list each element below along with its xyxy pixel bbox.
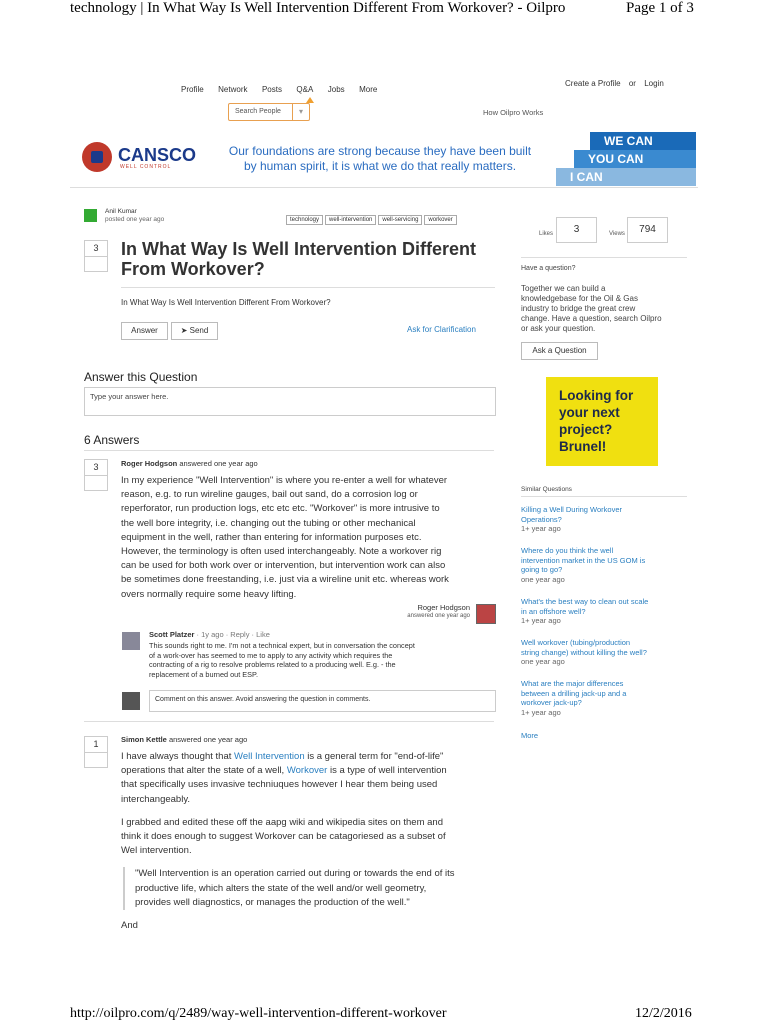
- comment-input[interactable]: [149, 690, 496, 712]
- divider: [84, 721, 494, 722]
- answer2-line: Wel intervention.: [121, 845, 192, 857]
- avatar[interactable]: [476, 604, 496, 624]
- have-question-heading: Have a question?: [521, 265, 576, 272]
- likes-label: Likes: [539, 231, 554, 237]
- similar-q-time: 1+ year ago: [521, 616, 561, 626]
- workover-link[interactable]: Workover: [286, 765, 328, 777]
- answer1-author[interactable]: Roger Hodgson: [121, 459, 178, 468]
- similar-question-3[interactable]: [521, 597, 691, 625]
- sidebar-text: [521, 284, 691, 334]
- similar-questions-heading: Similar Questions: [521, 486, 572, 493]
- answers-heading: 6 Answers: [84, 433, 140, 447]
- answer-textarea[interactable]: [84, 387, 496, 416]
- answer-placeholder: Type your answer here.: [90, 392, 169, 401]
- question-vote-box[interactable]: [84, 240, 108, 272]
- quote-line: provides well diagnostics, or manages the production of the well.": [135, 896, 410, 908]
- similar-q-line[interactable]: Where do you think the well: [521, 546, 614, 555]
- comment-line: replacement of a burned out ESP.: [149, 669, 258, 679]
- more-similar-link[interactable]: More: [521, 731, 539, 740]
- divider: [521, 257, 687, 258]
- similar-q-line[interactable]: What's the best way to clean out scale: [521, 597, 649, 606]
- answer2-vote-box[interactable]: [84, 736, 108, 768]
- text: I have always thought that: [121, 751, 235, 762]
- similar-q-line[interactable]: Well workover (tubing/production: [521, 638, 631, 647]
- comment-header: [149, 630, 270, 639]
- views-count: 794: [627, 217, 668, 243]
- answer2-line: [121, 750, 501, 764]
- nav-posts[interactable]: Posts: [261, 85, 282, 94]
- answer1-signature-name[interactable]: Roger Hodgson: [417, 603, 470, 612]
- print-footer-url: http://oilpro.com/q/2489/way-well-intervention-different-workover: [70, 1006, 447, 1021]
- answer2-line: [121, 764, 501, 778]
- print-header-title: technology | In What Way Is Well Intervention Different From Workover? - Oilpro: [70, 0, 566, 16]
- sidebar-text-line: Together we can build a: [521, 284, 606, 293]
- comment-line: This sounds right to me. I'm not a technical expert, but in conversation the concept: [149, 641, 415, 650]
- views-label: Views: [609, 231, 625, 237]
- sidebar-text-line: change. Have a question, search Oilpro: [521, 314, 662, 323]
- create-profile-link[interactable]: Create a Profile: [565, 79, 621, 88]
- similar-question-5[interactable]: [521, 679, 691, 717]
- similar-question-1[interactable]: [521, 505, 691, 533]
- quote-line: "Well Intervention is an operation carried out during or towards the end of its: [135, 868, 455, 880]
- answer1-line: overs normally require some heavy lifting.: [121, 588, 297, 600]
- comment-line: contracting of a rig to resolve problems related to a producing well. E.g. - the: [149, 660, 396, 670]
- tag-well-servicing[interactable]: well-servicing: [378, 215, 422, 225]
- banner-you-can: YOU CAN: [574, 150, 696, 168]
- similar-question-2[interactable]: [521, 546, 691, 584]
- tag-technology[interactable]: technology: [286, 215, 323, 225]
- similar-q-time: one year ago: [521, 574, 565, 584]
- answer2-line: interchangeably.: [121, 793, 191, 805]
- how-oilpro-works-link[interactable]: How Oilpro Works: [483, 108, 544, 117]
- search-placeholder: Search People: [235, 108, 281, 115]
- answer1-line: reperforator, run production logs, etc etc etc. "Workover" is more intrusive to: [121, 503, 440, 515]
- avatar[interactable]: [84, 209, 97, 222]
- divider: [121, 287, 495, 288]
- nav-profile[interactable]: Profile: [181, 85, 204, 94]
- answer2-when: answered one year ago: [168, 735, 248, 744]
- comment-line: of a work-over has seemed to me to apply to any activity which requires the: [149, 650, 393, 660]
- tag-well-intervention[interactable]: well-intervention: [325, 215, 376, 225]
- ask-question-button[interactable]: Ask a Question: [521, 342, 598, 360]
- answer1-when: answered one year ago: [179, 459, 258, 468]
- similar-q-line[interactable]: in an offshore well?: [521, 606, 586, 616]
- question-author[interactable]: Anil Kumar: [105, 208, 137, 215]
- similar-q-line[interactable]: intervention market in the US GOM is: [521, 555, 646, 565]
- answer2-body: [121, 750, 501, 933]
- banner-slogan-line2: by human spirit, it is what we do that really matters.: [243, 159, 517, 173]
- question-tags: [284, 208, 457, 226]
- nav-more[interactable]: More: [359, 85, 378, 94]
- similar-q-line[interactable]: Operations?: [521, 514, 562, 524]
- likes-count[interactable]: 3: [556, 217, 597, 243]
- similar-q-line[interactable]: going to go?: [521, 565, 563, 575]
- answer1-line: However, the terminology is often used interchangeably. Note a workover rig: [121, 546, 442, 558]
- ad-line: your next: [559, 405, 620, 420]
- top-nav: [181, 79, 387, 97]
- question-vote-count: 3: [85, 241, 107, 257]
- chevron-down-icon[interactable]: ▾: [292, 104, 309, 120]
- text: operations that alter the state of a well,: [121, 765, 287, 777]
- print-page-number: Page 1 of 3: [626, 0, 694, 16]
- similar-q-line[interactable]: workover jack-up?: [521, 698, 582, 708]
- text: is a type of well intervention: [327, 765, 447, 777]
- answer1-header: [121, 459, 258, 468]
- answer2-line: I grabbed and edited these off the aapg wiki and wikipedia sites on them and: [121, 816, 443, 828]
- sidebar-text-line: or ask your question.: [521, 324, 596, 333]
- text: is a general term for "end-of-life": [304, 751, 444, 762]
- answer2-header: [121, 735, 247, 744]
- question-posted: posted one year ago: [105, 216, 165, 223]
- comment-body: [149, 641, 499, 679]
- divider: [84, 450, 494, 451]
- comment-author[interactable]: Scott Platzer: [149, 630, 195, 639]
- send-icon: ➤: [180, 326, 188, 335]
- answer-button[interactable]: Answer: [121, 322, 168, 340]
- comment-placeholder: Comment on this answer. Avoid answering the question in comments.: [155, 696, 371, 703]
- or-text: or: [628, 79, 636, 88]
- nav-network[interactable]: Network: [218, 85, 248, 94]
- ask-clarification-link[interactable]: Ask for Clarification: [407, 325, 476, 334]
- answer2-line: And: [121, 920, 138, 932]
- search-people-input[interactable]: [228, 103, 310, 121]
- answer1-line: In my experience "Well Intervention" is where you re-enter a well for whatever: [121, 475, 448, 486]
- answer-form-heading: Answer this Question: [84, 370, 198, 384]
- similar-q-line[interactable]: between a drilling jack-up and a: [521, 688, 627, 698]
- answer2-quote: [123, 867, 501, 910]
- answer1-signature-when: answered one year ago: [407, 613, 470, 619]
- avatar[interactable]: [122, 632, 140, 650]
- banner-i-can: I CAN: [556, 168, 696, 186]
- sidebar-text-line: industry to bridge the great crew: [521, 304, 636, 313]
- banner-slogan: [210, 144, 550, 174]
- answer1-vote-box[interactable]: [84, 459, 108, 491]
- nav-qa[interactable]: Q&A: [296, 85, 314, 94]
- login-link[interactable]: Login: [644, 79, 664, 88]
- brunel-ad[interactable]: [546, 377, 658, 466]
- print-footer-date: 12/2/2016: [635, 1006, 692, 1021]
- ad-line: project?: [559, 422, 613, 437]
- similar-q-time: 1+ year ago: [521, 524, 561, 534]
- answer1-vote-count: 3: [85, 460, 107, 476]
- ad-line: Looking for: [559, 388, 634, 403]
- answer1-line: be sometimes done freestanding, i.e. just via a wireline unit etc. whereas work: [121, 574, 449, 586]
- answer2-line: think it does enough to suggest Workover can be catagoriesed as a subset of: [121, 831, 446, 843]
- banner-slogan-line1: Our foundations are strong because they have been built: [228, 144, 532, 158]
- similar-q-line[interactable]: Killing a Well During Workover: [521, 505, 623, 514]
- divider: [521, 496, 687, 497]
- answer1-line: equipment in the well, rather than entering for information purposes etc.: [121, 531, 422, 543]
- answer1-line: the well bore integrity, i.e. changing out the tubing or other mechanical: [121, 517, 416, 529]
- similar-q-time: 1+ year ago: [521, 707, 561, 717]
- question-body: In What Way Is Well Intervention Different From Workover?: [121, 298, 331, 307]
- answer1-line: reason, e.g. to run wireline gauges, bail out sand, do a corrosion log or: [121, 489, 418, 501]
- ad-line: Brunel!: [559, 439, 607, 454]
- answer1-body: [121, 474, 501, 602]
- similar-q-line[interactable]: What are the major differences: [521, 679, 624, 688]
- send-label: Send: [189, 326, 209, 335]
- quote-line: productive life, which alters the state of the well and/or well geometry,: [135, 882, 427, 894]
- cansco-logo-icon: [82, 142, 112, 172]
- account-nav: [565, 79, 664, 88]
- avatar: [122, 692, 140, 710]
- answer1-line: can be used for both work over or intervention, but intervention work can also: [121, 560, 446, 572]
- answer2-line: that specifically uses invasive techniuques however I hear them being used: [121, 779, 438, 791]
- similar-question-4[interactable]: [521, 638, 691, 666]
- sidebar-text-line: knowledgebase for the Oil & Gas: [521, 294, 638, 303]
- answer2-author[interactable]: Simon Kettle: [121, 735, 167, 744]
- banner-we-can: WE CAN: [590, 132, 696, 150]
- tag-workover[interactable]: workover: [424, 215, 456, 225]
- similar-q-time: one year ago: [521, 657, 565, 667]
- well-intervention-link[interactable]: Well Intervention: [234, 751, 305, 762]
- similar-q-line[interactable]: string change) without killing the well?: [521, 647, 647, 657]
- page-title: In What Way Is Well Intervention Different From Workover?: [121, 239, 477, 279]
- banner-brand-sub: WELL CONTROL: [120, 164, 172, 170]
- banner-ad[interactable]: [70, 131, 698, 188]
- nav-jobs[interactable]: Jobs: [327, 85, 345, 94]
- send-button[interactable]: [171, 322, 218, 340]
- comment-meta[interactable]: · 1y ago · Reply · Like: [196, 630, 270, 639]
- answer2-vote-count: 1: [85, 737, 107, 753]
- banner-brand-name: CANSCO: [118, 145, 197, 165]
